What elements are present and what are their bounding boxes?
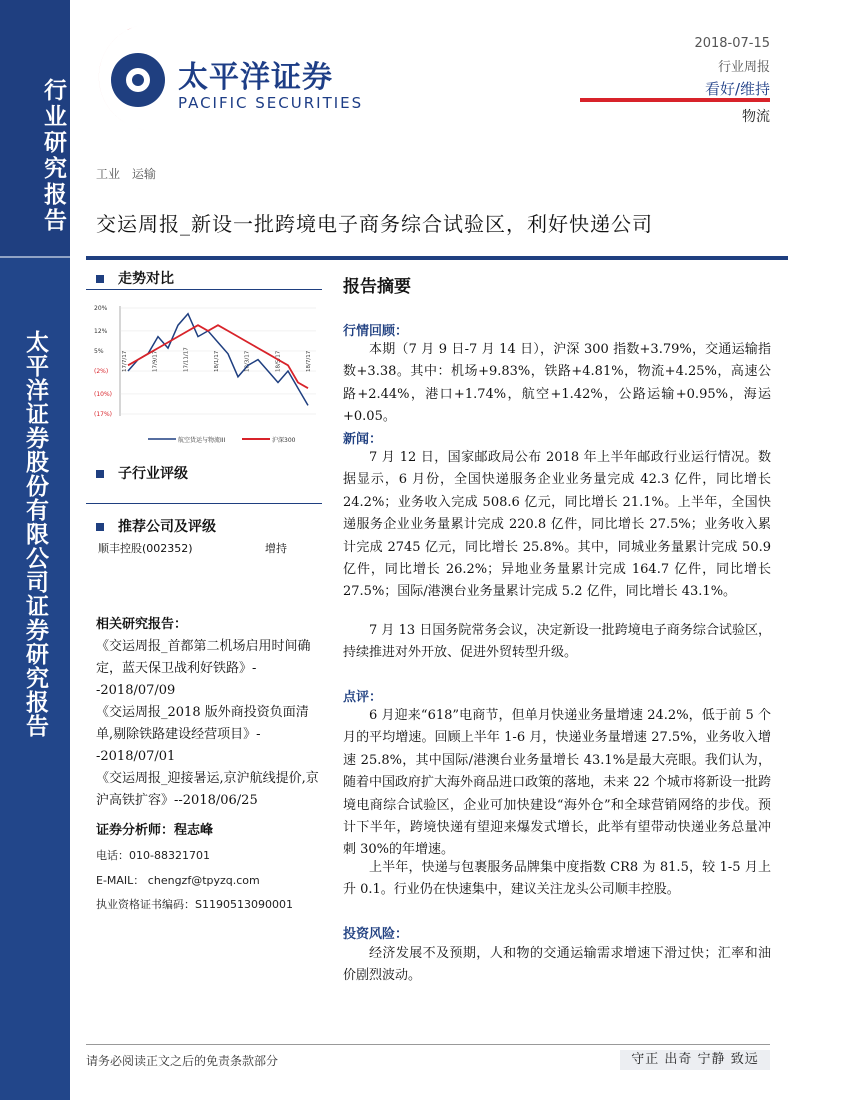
y-tick-label: (2%) <box>94 368 109 376</box>
y-tick-label: (10%) <box>94 390 113 398</box>
company-name: 顺丰控股(002352) <box>98 542 193 555</box>
y-tick-label: 5% <box>94 347 104 355</box>
legend-label-hs300: 沪深300 <box>272 437 296 444</box>
comment-paragraph-1: 6 月迎来“618”电商节，但单月快递业务量增速 24.2%，低于前 5 个月的平均增速。回顾上半年 1-6 月，快递业务量增速 27.5%，业务收入增速 25.8%，其中国际/港澳台业务量增长 43.1%是最大亮眼。我们认为，随着中国政府扩大海外商品进口政策的落地，未来 22 个城市将新设一批跨境电商综合试验区，企业可加快建设“海外仓”和全球营销网络的步伐。预计下半年，跨境快递有望迎来爆发式增长，此举有望带动快递业务总量冲刺 30%的年增速。 <box>343 708 771 858</box>
breadcrumb <box>96 165 164 182</box>
x-tick-label: 17/9/17 <box>152 350 159 372</box>
bullet-square <box>96 523 104 531</box>
footer-disclaimer: 请务必阅读正文之后的免责条款部分 <box>86 1054 279 1068</box>
comment-paragraph-2: 上半年，快递与包裹服务品牌集中度指数 CR8 为 81.5，较 1-5 月上升 0.1。行业仍在快速集中，建议关注龙头公司顺丰控股。 <box>343 860 771 898</box>
section-rule <box>86 503 322 504</box>
breadcrumb-item: 工业 <box>96 167 121 181</box>
legend-label-logistics: 航空货运与物流III <box>178 437 226 444</box>
x-tick-label: 17/11/17 <box>183 347 190 372</box>
sidebar-top-text: 行业研究报告 <box>40 78 66 234</box>
report-title: 交运周报_新设一批跨境电子商务综合试验区，利好快递公司 <box>96 212 653 236</box>
market-review-text: 本期（7 月 9 日-7 月 14 日），沪深 300 指数+3.79%，交通运输指数+3.38。其中：机场+9.83%，铁路+4.81%，物流+4.25%，高速公路+2.44%，港口+1.74%，航空+1.42%，公路运输+0.95%，海运+0.05。 <box>343 342 771 425</box>
trend-heading: 走势对比 <box>96 268 174 288</box>
risk-text: 经济发展不及预期，人和物的交通运输需求增速下滑过快；汇率和油价剧烈波动。 <box>343 946 771 984</box>
x-tick-label: 18/3/17 <box>244 350 251 372</box>
analyst-phone: 电话：010-88321701 <box>96 849 210 862</box>
brand-name-en: PACIFIC SECURITIES <box>178 94 364 112</box>
x-tick-label: 18/7/17 <box>306 350 312 372</box>
news-heading: 新闻： <box>343 432 383 447</box>
company-heading: 推荐公司及评级 <box>96 516 216 536</box>
sector-label: 物流 <box>742 109 770 125</box>
analyst-cert: 执业资格证书编码：S1190513090001 <box>96 898 293 911</box>
analyst-email: E-MAIL： chengzf@tpyzq.com <box>96 874 260 887</box>
company-logo-icon <box>86 18 172 138</box>
bullet-square <box>96 470 104 478</box>
analyst-name: 证券分析师：程志峰 <box>96 823 214 838</box>
report-type: 行业周报 <box>717 60 770 75</box>
related-reports <box>96 614 322 812</box>
company-rating: 增持 <box>265 542 287 555</box>
bullet-square <box>96 275 104 283</box>
header-accent-line <box>580 98 770 102</box>
report-date: 2018-07-15 <box>694 36 770 51</box>
brand-name-cn: 太平洋证券 <box>178 60 333 95</box>
market-review-heading: 行情回顾： <box>343 324 409 339</box>
comment-heading: 点评： <box>343 690 383 705</box>
subindustry-heading: 子行业评级 <box>96 463 188 483</box>
sidebar-bottom-text: 太平洋证券股份有限公司证券研究报告 <box>22 330 48 738</box>
y-tick-label: (17%) <box>94 411 113 418</box>
x-tick-label: 18/1/17 <box>214 350 220 372</box>
x-tick-label: 17/7/17 <box>122 350 128 372</box>
footer-rule <box>86 1044 770 1045</box>
summary-title: 报告摘要 <box>343 277 411 297</box>
title-rule <box>86 256 788 260</box>
x-tick-label: 18/5/17 <box>275 350 282 372</box>
related-report-item: 《交运周报_首都第二机场启用时间确定，蓝天保卫战利好铁路》--2018/07/09 <box>96 639 311 698</box>
industry-rating: 看好/维持 <box>704 80 770 98</box>
y-tick-label: 12% <box>94 327 108 335</box>
breadcrumb-item: 运输 <box>131 167 156 181</box>
related-heading: 相关研究报告： <box>96 617 188 632</box>
y-tick-label: 20% <box>94 305 108 312</box>
footer-motto: 守正 出奇 宁静 致远 <box>620 1050 770 1070</box>
trend-chart <box>90 298 322 446</box>
section-rule <box>86 289 322 290</box>
sidebar-divider <box>0 256 70 258</box>
related-report-item: 《交运周报_2018 版外商投资负面清单,剔除铁路建设经营项目》--2018/07/01 <box>96 705 309 764</box>
news-paragraph-2: 7 月 13 日国务院常务会议，决定新设一批跨境电子商务综合试验区，持续推进对外开放、促进外贸转型升级。 <box>343 623 771 661</box>
related-report-item: 《交运周报_迎接暑运,京沪航线提价,京沪高铁扩容》--2018/06/25 <box>96 771 319 808</box>
risk-heading: 投资风险： <box>343 927 409 942</box>
news-paragraph-1: 7 月 12 日，国家邮政局公布 2018 年上半年邮政行业运行情况。数据显示，6 月份，全国快递服务企业业务量完成 42.3 亿件，同比增长 24.2%；业务收入完成 508.6 亿元，同比增长 21.1%。上半年，全国快递服务企业业务量累计完成 220.8 亿件，同比增长 27.5%；业务收入累计完成 2745 亿元，同比增长 25.8%。其中，同城业务量累计完成 50.9 亿件，同比增长 26.2%；异地业务量累计完成 164.7 亿件，同比增长 27.5%；国际/港澳台业务量累计完成 5.2 亿件，同比增长 43.1%。 <box>343 450 771 600</box>
